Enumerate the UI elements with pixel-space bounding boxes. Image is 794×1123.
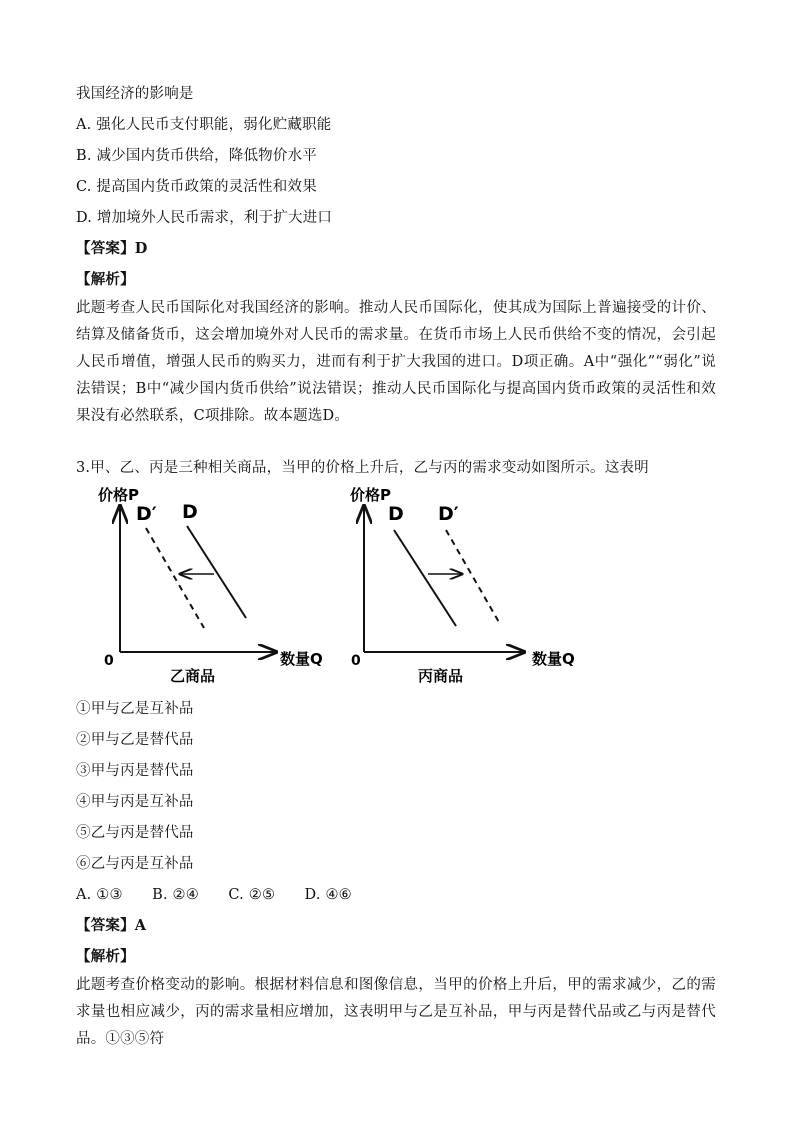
origin-left: 0	[104, 653, 114, 669]
analysis-label: 【解析】	[76, 271, 135, 288]
y-label-right: 价格P	[350, 486, 391, 504]
x-label-left: 数量Q	[280, 650, 323, 668]
origin-right: 0	[351, 653, 361, 669]
demand-shift-figure	[96, 478, 596, 690]
statement-4: ④甲与丙是互补品	[76, 794, 194, 810]
demand-curves-svg	[96, 478, 596, 690]
caption-right: 丙商品	[418, 667, 464, 685]
answer-label-3: 【答案】A	[76, 917, 147, 934]
statement-3: ③甲与丙是替代品	[76, 763, 194, 779]
question-stem-tail: 我国经济的影响是	[76, 86, 194, 102]
analysis-label-3: 【解析】	[76, 948, 135, 965]
statement-6: ⑥乙与丙是互补品	[76, 856, 194, 872]
label-d-prime-left: D′	[136, 503, 157, 525]
answer-choices: A. ①③ B. ②④ C. ②⑤ D. ④⑥	[76, 887, 352, 903]
analysis-text: 此题考查人民币国际化对我国经济的影响。推动人民币国际化，使其成为国际上普遍接受的计价、结算及储备货币，这会增加境外对人民币的需求量。在货币市场上人民币供给不变的情况，会引起人民币增值，增强人民币的购买力，进而有利于扩大我国的进口。D项正确。A中“强化”“弱化”说法错误；B中“减少国内货币供给”说法错误；推动人民币国际化与提高国内货币政策的灵活性和效果没有必然联系，C项排除。故本题选D。	[76, 300, 716, 424]
curve-d-prime-left	[146, 528, 204, 628]
x-label-right: 数量Q	[532, 650, 575, 668]
curve-d-prime-right	[446, 530, 500, 624]
label-d-prime-right: D′	[438, 503, 459, 525]
question-3-stem: 3.甲、乙、丙是三种相关商品，当甲的价格上升后，乙与丙的需求变动如图所示。这表明	[76, 460, 649, 476]
caption-left: 乙商品	[170, 667, 216, 685]
answer-label: 【答案】D	[76, 240, 148, 257]
analysis-text-3: 此题考查价格变动的影响。根据材料信息和图像信息，当甲的价格上升后，甲的需求减少，乙的需求量也相应减少，丙的需求量相应增加，这表明甲与乙是互补品，甲与丙是替代品或乙与丙是替代品。①③⑤符	[76, 977, 716, 1047]
statement-1: ①甲与乙是互补品	[76, 701, 194, 717]
option-b: B. 减少国内货币供给，降低物价水平	[76, 148, 317, 164]
statement-5: ⑤乙与丙是替代品	[76, 825, 194, 841]
option-d: D. 增加境外人民币需求，利于扩大进口	[76, 210, 333, 226]
label-d-left: D	[182, 501, 198, 523]
graph-right	[350, 486, 575, 685]
curve-d-right	[394, 530, 456, 626]
option-c: C. 提高国内货币政策的灵活性和效果	[76, 179, 317, 195]
option-a: A. 强化人民币支付职能，弱化贮藏职能	[76, 117, 332, 133]
y-label-left: 价格P	[98, 486, 139, 504]
label-d-right: D	[388, 503, 404, 525]
graph-left	[98, 486, 323, 685]
curve-d-left	[187, 526, 246, 618]
statement-2: ②甲与乙是替代品	[76, 732, 194, 748]
